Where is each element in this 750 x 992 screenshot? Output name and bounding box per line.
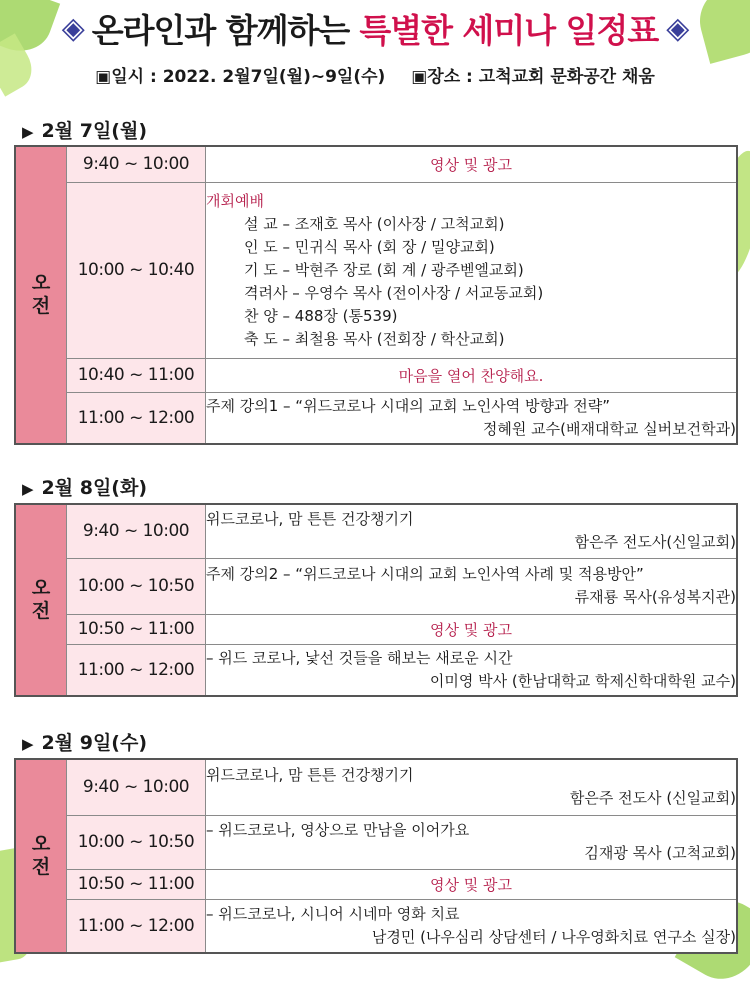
program-cell: 영상 및 광고 [206, 614, 738, 644]
ampm-cell [15, 504, 67, 696]
program-cell [206, 815, 738, 869]
table-row [15, 899, 737, 953]
program-cell [206, 759, 738, 815]
time-cell: 11:00 ~ 12:00 [67, 899, 206, 953]
program-heading: 개회예배 [206, 191, 264, 210]
ampm-cell [15, 146, 67, 444]
table-row [15, 392, 737, 444]
program-item: 격려사 – 우영수 목사 (전이사장 / 서교동교회) [244, 283, 544, 302]
ampm-char: 오 [31, 577, 51, 599]
table-row [15, 815, 737, 869]
day-header [22, 473, 147, 500]
program-speaker: 정혜원 교수(배재대학교 실버보건학과) [482, 419, 736, 438]
program-line: – 위드 코로나, 낯선 것들을 해보는 새로운 시간 [206, 648, 513, 667]
day-header-label: 2월 8일(화) [41, 477, 148, 499]
program-item: 축 도 – 최철용 목사 (전회장 / 학산교회) [244, 329, 505, 348]
triangle-icon: ▶ [22, 123, 34, 141]
program-line: 주제 강의1 – “위드코로나 시대의 교회 노인사역 방향과 전략” [206, 396, 611, 415]
table-row [15, 558, 737, 614]
program-cell [206, 558, 738, 614]
day-header [22, 728, 147, 755]
time-cell: 10:00 ~ 10:40 [67, 182, 206, 358]
program-cell: 영상 및 광고 [206, 869, 738, 899]
program-speaker: 함은주 전도사 (신일교회) [569, 789, 736, 808]
program-cell [206, 899, 738, 953]
table-row [15, 504, 737, 558]
triangle-icon: ▶ [22, 735, 34, 753]
program-cell: 영상 및 광고 [206, 146, 738, 182]
time-cell: 11:00 ~ 12:00 [67, 644, 206, 696]
program-speaker: 류재룡 목사(유성복지관) [574, 588, 736, 606]
program-item: 찬 양 – 488장 (통539) [244, 306, 398, 325]
table-row [15, 869, 737, 899]
ampm-char: 전 [31, 600, 51, 622]
time-cell: 9:40 ~ 10:00 [67, 504, 206, 558]
ampm-char: 오 [31, 272, 51, 294]
time-cell: 9:40 ~ 10:00 [67, 146, 206, 182]
program-line: 주제 강의2 – “위드코로나 시대의 교회 노인사역 사례 및 적용방안” [206, 565, 644, 583]
program-cell [206, 392, 738, 444]
event-date: ▣일시 : 2022. 2월7일(월)~9일(수) [95, 67, 386, 87]
program-line: 위드코로나, 맘 튼튼 건강챙기기 [206, 766, 414, 785]
event-place: ▣장소 : 고척교회 문화공간 채움 [411, 67, 655, 87]
program-cell: 마음을 열어 찬양해요. [206, 358, 738, 392]
time-cell: 9:40 ~ 10:00 [67, 759, 206, 815]
program-line: – 위드코로나, 영상으로 만남을 이어가요 [206, 821, 470, 839]
time-cell: 11:00 ~ 12:00 [67, 392, 206, 444]
ampm-cell [15, 759, 67, 953]
program-speaker: 남경민 (나우심리 상담센터 / 나우영화치료 연구소 실장) [371, 927, 736, 946]
day-header-label: 2월 7일(월) [41, 120, 148, 142]
program-cell [206, 644, 738, 696]
schedule-table [14, 145, 738, 445]
program-cell [206, 504, 738, 558]
table-row [15, 182, 737, 358]
day-header [22, 116, 147, 143]
page-title [0, 0, 750, 56]
diamond-icon: ◈ [61, 10, 84, 46]
time-cell: 10:40 ~ 11:00 [67, 358, 206, 392]
program-item: 인 도 – 민귀식 목사 (회 장 / 밀양교회) [244, 237, 495, 256]
program-speaker: 김재광 목사 (고척교회) [584, 844, 736, 862]
program-item: 설 교 – 조재호 목사 (이사장 / 고척교회) [244, 214, 505, 233]
schedule-table [14, 758, 738, 954]
time-cell: 10:50 ~ 11:00 [67, 869, 206, 899]
title-red: 특별한 세미나 일정표 [359, 10, 659, 50]
table-row [15, 644, 737, 696]
program-speaker: 이미영 박사 (한남대학교 학제신학대학원 교수) [429, 671, 736, 690]
program-line: – 위드코로나, 시니어 시네마 영화 치료 [206, 904, 460, 923]
event-info [0, 62, 750, 87]
table-row [15, 614, 737, 644]
program-cell [206, 182, 738, 358]
program-item: 기 도 – 박현주 장로 (회 계 / 광주벧엘교회) [244, 260, 524, 279]
ampm-char: 전 [31, 295, 51, 317]
triangle-icon: ▶ [22, 480, 34, 498]
program-speaker: 함은주 전도사(신일교회) [574, 533, 736, 552]
time-cell: 10:00 ~ 10:50 [67, 815, 206, 869]
title-black: 온라인과 함께하는 [91, 10, 350, 50]
day-header-label: 2월 9일(수) [41, 732, 148, 754]
table-row [15, 759, 737, 815]
diamond-icon: ◈ [666, 10, 689, 46]
schedule-table [14, 503, 738, 697]
time-cell: 10:50 ~ 11:00 [67, 614, 206, 644]
ampm-char: 전 [31, 856, 51, 878]
table-row [15, 358, 737, 392]
ampm-char: 오 [31, 833, 51, 855]
program-line: 위드코로나, 맘 튼튼 건강챙기기 [206, 510, 414, 529]
time-cell: 10:00 ~ 10:50 [67, 558, 206, 614]
table-row [15, 146, 737, 182]
